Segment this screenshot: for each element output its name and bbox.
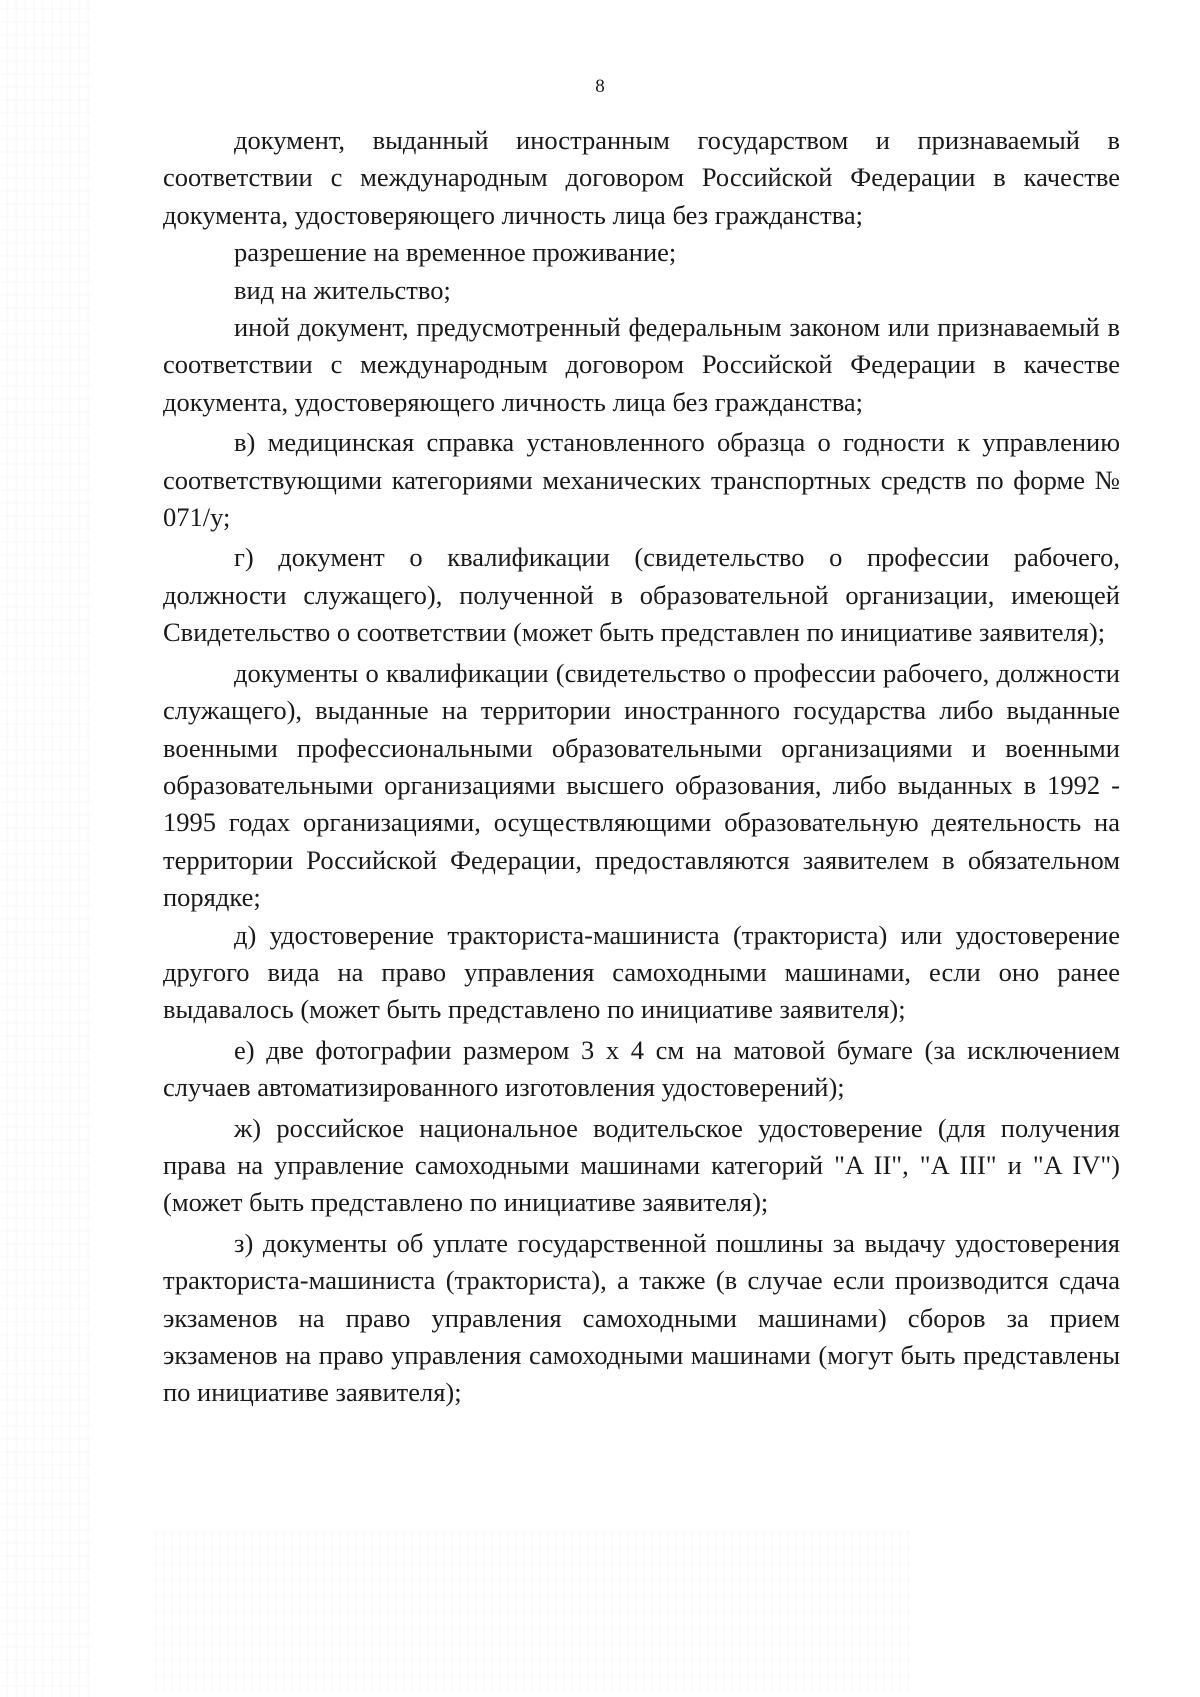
paragraph-item-zh-driver-license: ж) российское национальное водительское удостоверение (для получения права на управление самоходными машинами категорий "A II", "A III" и "A IV") (может быть представлено по инициативе заявителя); [163,1112,1120,1218]
paragraph-qualification-documents-foreign: документы о квалификации (свидетельство о профессии рабочего, должности служащего), выданные на территории иностранного государства либо выданные военными профессиональными образовательными организациями и военными образовательными организациями высшего образования, либо выданных в 1992 - 1995 годах организациями, осуществляющими образовательную деятельность на территории Российской Федерации, предоставляются заявителем в обязательном порядке; [163,657,1120,913]
paragraph-item-e-photographs: е) две фотографии размером 3 х 4 см на матовой бумаге (за исключением случаев автоматизированного изготовления удостоверений); [163,1034,1120,1103]
paragraph-item-v-medical-certificate: в) медицинская справка установленного образца о годности к управлению соответствующими категориями механических транспортных средств по форме № 071/у; [163,427,1120,533]
paragraph-item-z-state-fee: з) документы об уплате государственной пошлины за выдачу удостоверения тракториста-машиниста (тракториста), а также (в случае если производится сдача экзаменов на право управления самоходными машинами) сборов за прием экзаменов на право управления самоходными машинами (могут быть представлены по инициативе заявителя); [163,1227,1120,1408]
paragraph-item-g-qualification-document: г) документ о квалификации (свидетельство о профессии рабочего, должности служащего), полученной в образовательной организации, имеющей Свидетельство о соответствии (может быть представлен по инициативе заявителя); [163,542,1120,648]
paragraph-other-document: иной документ, предусмотренный федеральным законом или признаваемый в соответствии с международным договором Российской Федерации в качестве документа, удостоверяющего личность лица без гражданства; [163,312,1120,417]
paragraph-foreign-document: документ, выданный иностранным государством и признаваемый в соответствии с международным договором Российской Федерации в качестве документа, удостоверяющего личность лица без гражданства; [163,125,1120,230]
document-body [163,122,1120,1412]
paragraph-item-d-tractor-license: д) удостоверение тракториста-машиниста (тракториста) или удостоверение другого вида на право управления самоходными машинами, если оно ранее выдавалось (может быть представлено по инициативе заявителя); [163,919,1120,1025]
page-number: 8 [595,76,605,97]
paragraph-residence-permit: вид на жительство; [234,274,451,305]
paragraph-temporary-residence: разрешение на временное проживание; [234,237,677,268]
scan-artifact-left-margin [0,0,90,1697]
scan-artifact-bottom [150,1530,910,1690]
